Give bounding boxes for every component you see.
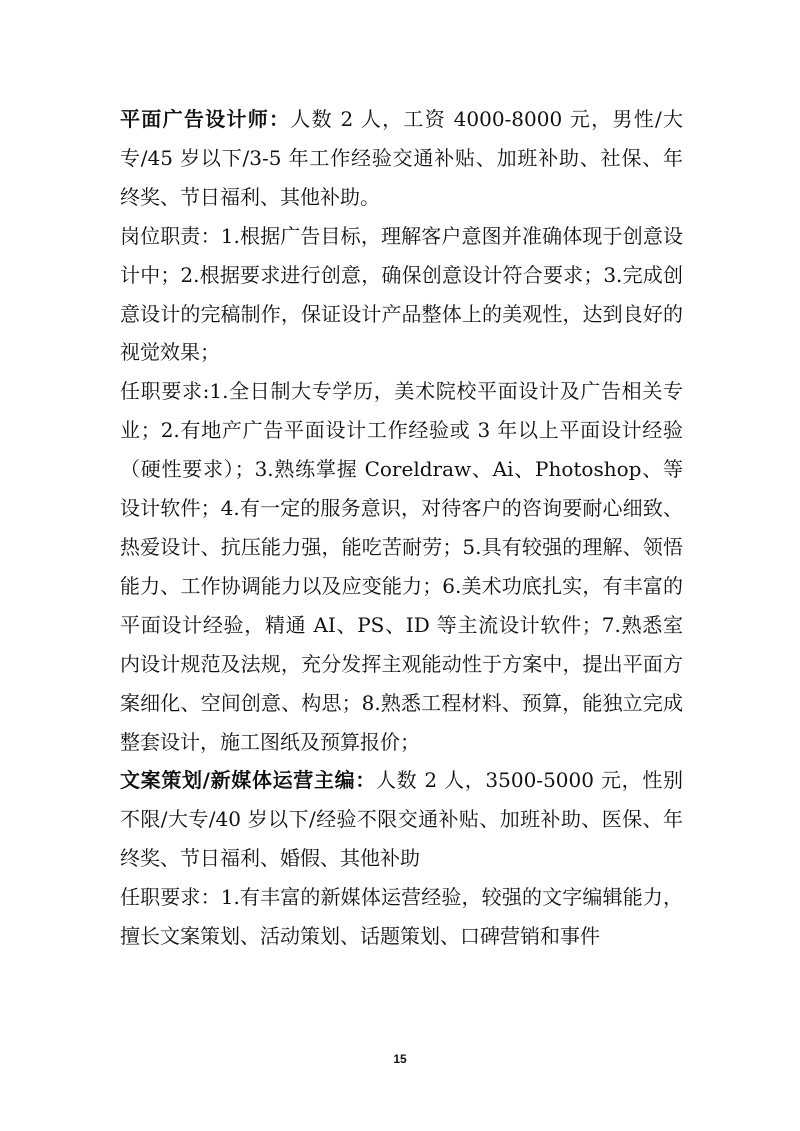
job2-summary: 人数 2 人，3500-5000 元，性别不限/大专/40 岁以下/经验不限交通补贴、加班补助、医保、年终奖、节日福利、婚假、其他补助 (120, 768, 683, 871)
job2-requirements: 任职要求：1.有丰富的新媒体运营经验，较强的文字编辑能力，擅长文案策划、活动策划、话题策划、口碑营销和事件 (120, 885, 683, 949)
job1-title: 平面广告设计师： (120, 107, 291, 131)
job1-header-paragraph (120, 100, 683, 217)
page-number: 15 (393, 1052, 407, 1066)
page-content (120, 100, 683, 956)
job2-header-paragraph (120, 761, 683, 878)
job2-title: 文案策划/新媒体运营主编： (120, 768, 376, 793)
job1-summary: 人数 2 人，工资 4000-8000 元，男性/大专/45 岁以下/3-5 年工作经验交通补贴、加班补助、社保、年终奖、节日福利、其他补助。 (120, 107, 683, 209)
job1-requirements: 任职要求:1.全日制大专学历，美术院校平面设计及广告相关专业；2.有地产广告平面设计工作经验或 3 年以上平面设计经验（硬性要求）；3.熟练掌握 Coreldraw、Ai、Photoshop、等设计软件；4.有一定的服务意识，对待客户的咨询要耐心细致、热爱设计、抗压能力强，能吃苦耐劳；5.具有较强的理解、领悟能力、工作协调能力以及应变能力；6.美术功底扎实，有丰富的平面设计经验，精通 AI、PS、ID 等主流设计软件；7.熟悉室内设计规范及法规，充分发挥主观能动性于方案中，提出平面方案细化、空间创意、构思；8.熟悉工程材料、预算，能独立完成整套设计，施工图纸及预算报价； (120, 379, 683, 754)
job1-duties: 岗位职责：1.根据广告目标，理解客户意图并准确体现于创意设计中；2.根据要求进行创意，确保创意设计符合要求；3.完成创意设计的完稿制作，保证设计产品整体上的美观性，达到良好的视觉效果； (120, 223, 683, 365)
